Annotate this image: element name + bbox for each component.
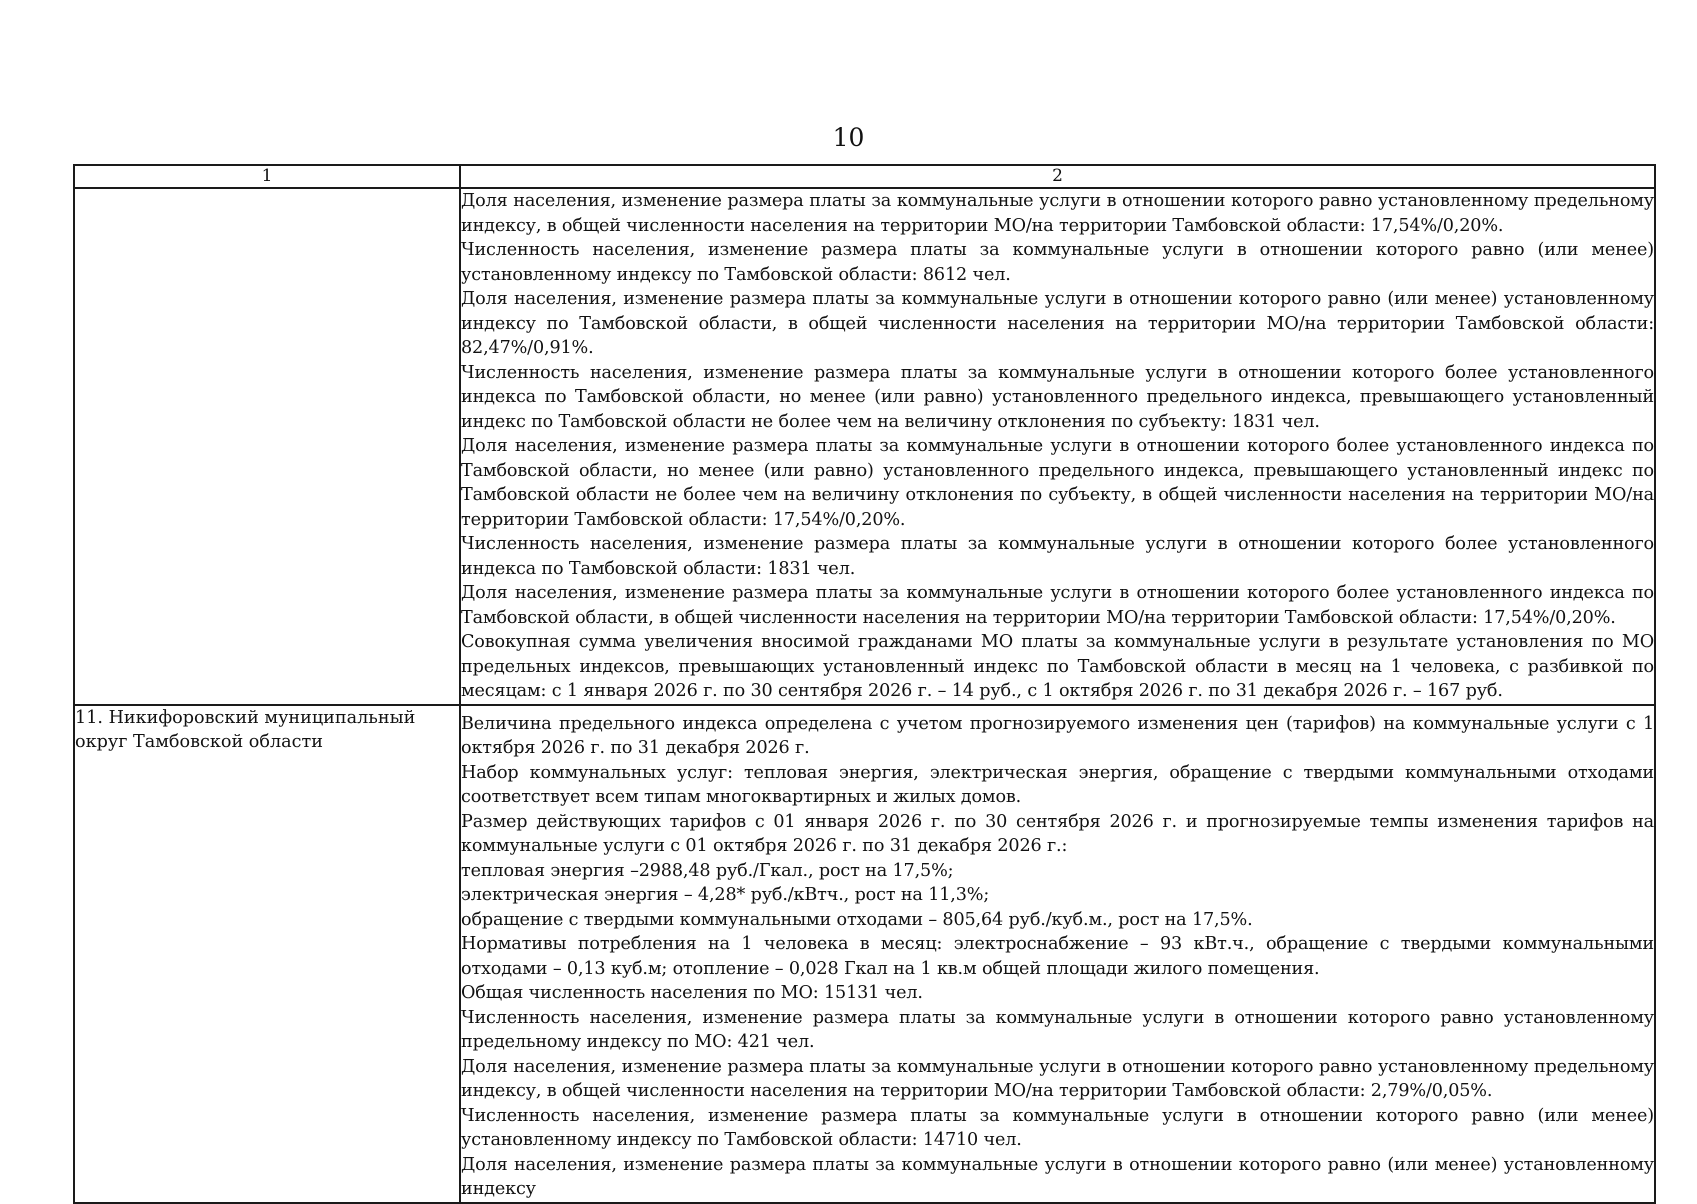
paragraph: Величина предельного индекса определена с учетом прогнозируемого изменения цен (тарифов) на коммунальные услуги с 1 октября 2026 г. по 31 декабря 2026 г. <box>461 713 1654 758</box>
table-row <box>74 705 1655 1203</box>
paragraph: Набор коммунальных услуг: тепловая энергия, электрическая энергия, обращение с твердыми коммунальными отходами соответствует всем типам многоквартирных и жилых домов. <box>461 762 1654 807</box>
column-header-1: 1 <box>74 165 460 188</box>
table-row <box>74 188 1655 705</box>
paragraph: Численность населения, изменение размера платы за коммунальные услуги в отношении которого равно (или менее) установленному индексу по Тамбовской области: 14710 чел. <box>461 1105 1654 1150</box>
paragraph: Общая численность населения по МО: 15131 чел. <box>461 983 923 1003</box>
column-header-2: 2 <box>460 165 1655 188</box>
paragraph: Нормативы потребления на 1 человека в месяц: электроснабжение – 93 кВт.ч., обращение с твердыми коммунальными отходами – 0,13 куб.м; отопление – 0,028 Гкал на 1 кв.м общей площади жилого помещения. <box>461 934 1654 979</box>
row-content <box>460 188 1655 705</box>
paragraph: Совокупная сумма увеличения вносимой гражданами МО платы за коммунальные услуги в результате установления по МО предельных индексов, превышающих установленный индекс по Тамбовской области в месяц на 1 человека, с разбивкой по месяцам: с 1 января 2026 г. по 30 сентября 2026 г. – 14 руб., с 1 октября 2026 г. по 31 декабря 2026 г. – 167 руб. <box>461 632 1654 701</box>
paragraph: Доля населения, изменение размера платы за коммунальные услуги в отношении которого более установленного индекса по Тамбовской области, в общей численности населения на территории МО/на территории Тамбовской области: 17,54%/0,20%. <box>461 583 1654 628</box>
paragraph: электрическая энергия – 4,28* руб./кВтч., рост на 11,3%; <box>461 885 990 905</box>
paragraph: Доля населения, изменение размера платы за коммунальные услуги в отношении которого равно (или менее) установленному индексу по Тамбовской области, в общей численности населения на территории МО/на территории Тамбовской области: 82,47%/0,91%. <box>461 289 1654 358</box>
data-table <box>73 164 1656 1204</box>
paragraph: тепловая энергия –2988,48 руб./Гкал., рост на 17,5%; <box>461 860 954 881</box>
page-number: 10 <box>832 123 865 152</box>
paragraph: Численность населения, изменение размера платы за коммунальные услуги в отношении которого равно (или менее) установленному индексу по Тамбовской области: 8612 чел. <box>461 240 1654 285</box>
paragraph: Численность населения, изменение размера платы за коммунальные услуги в отношении которого равно установленному предельному индексу по МО: 421 чел. <box>461 1007 1654 1052</box>
paragraph: Численность населения, изменение размера платы за коммунальные услуги в отношении которого более установленного индекса по Тамбовской области, но менее (или равно) установленного предельного индекса, превышающего установленный индекс по Тамбовской области не более чем на величину отклонения по субъекту: 1831 чел. <box>461 362 1654 432</box>
paragraph: Доля населения, изменение размера платы за коммунальные услуги в отношении которого более установленного индекса по Тамбовской области, но менее (или равно) установленного предельного индекса, превышающего установленный индекс по Тамбовской области не более чем на величину отклонения по субъекту, в общей численности населения на территории МО/на территории Тамбовской области: 17,54%/0,20%. <box>461 436 1654 530</box>
row-label <box>74 188 460 705</box>
paragraph: Доля населения, изменение размера платы за коммунальные услуги в отношении которого равно (или менее) установленному индексу <box>461 1154 1654 1199</box>
row-content <box>460 705 1655 1203</box>
paragraph: Доля населения, изменение размера платы за коммунальные услуги в отношении которого равно установленному предельному индексу, в общей численности населения на территории МО/на территории Тамбовской области: 2,79%/0,05%. <box>461 1056 1654 1101</box>
row-label: 11. Никифоровский муниципальный округ Тамбовской области <box>74 705 460 1203</box>
paragraph: обращение с твердыми коммунальными отходами – 805,64 руб./куб.м., рост на 17,5%. <box>461 909 1253 930</box>
paragraph: Численность населения, изменение размера платы за коммунальные услуги в отношении которого более установленного индекса по Тамбовской области: 1831 чел. <box>461 534 1654 579</box>
paragraph: Размер действующих тарифов с 01 января 2026 г. по 30 сентября 2026 г. и прогнозируемые темпы изменения тарифов на коммунальные услуги с 01 октября 2026 г. по 31 декабря 2026 г.: <box>461 811 1654 856</box>
table-header-row <box>74 165 1655 188</box>
paragraph: Доля населения, изменение размера платы за коммунальные услуги в отношении которого равно установленному предельному индексу, в общей численности населения на территории МО/на территории Тамбовской области: 17,54%/0,20%. <box>461 191 1654 236</box>
